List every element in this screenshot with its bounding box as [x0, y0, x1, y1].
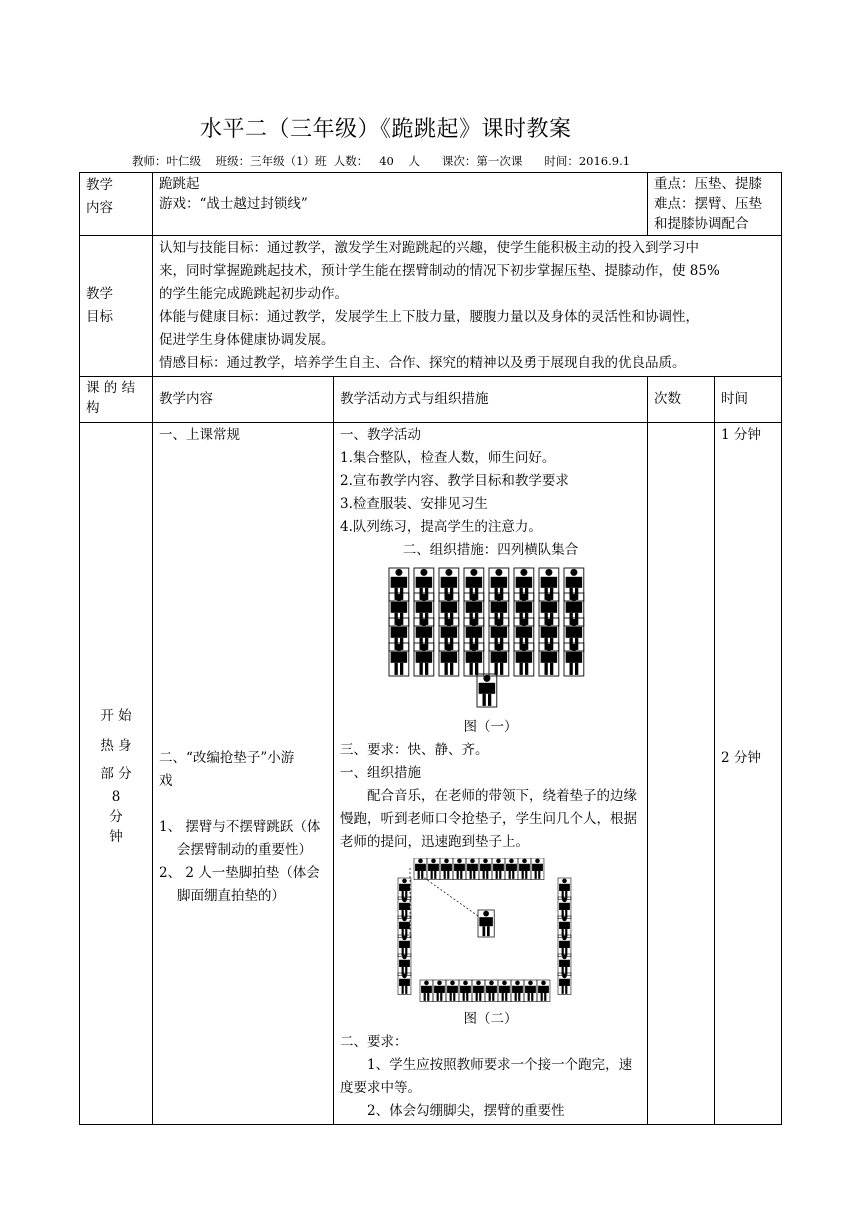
- student-figure: [453, 858, 466, 880]
- content-cell: 一、上课常规 二、“改编抢垫子”小游 戏 1、 摆臂与不摆臂跳跃（体会摆臂制动的重要性） 2、 2 人一垫脚拍垫（体会脚面绷直拍垫的）: [153, 423, 334, 1125]
- key-points-cell: 重点：压垫、提膝 难点：摆臂、压垫和提膝协调配合: [648, 173, 782, 236]
- student-figure: [498, 980, 511, 1002]
- row-teaching-goals: [80, 236, 782, 377]
- student-figure: [389, 643, 409, 676]
- label-teaching-content: 教学 内容: [80, 173, 153, 236]
- duration-cell: 1 分钟 2 分钟: [715, 423, 782, 1125]
- formation-figure-1: [381, 566, 601, 716]
- lesson-plan-table: [79, 172, 782, 1125]
- student-figure: [518, 858, 531, 880]
- student-figure: [414, 858, 427, 880]
- student-figure: [514, 643, 534, 676]
- student-figure: [539, 643, 559, 676]
- student-figure: [420, 980, 433, 1002]
- student-figure: [558, 916, 571, 938]
- goals-cell: 认知与技能目标：通过教学，激发学生对跪跳起的兴趣，使学生能积极主动的投入到学习中 来，同时掌握跪跳起技术，预计学生能在摆臂制动的情况下初步掌握压垫、提膝动作，使 85% 的学生能完成跪跳起初步动作。 体能与健康目标：通过教学，发展学生上下肢力量，腰腹力量以及身体的灵活性和协调性， 促进学生身体健康协调发展。 情感目标：通过教学，培养学生自主、合作、探究的精神以及勇于展现自我的优良品质。: [153, 236, 782, 377]
- student-figure: [398, 878, 411, 900]
- student-figure: [537, 980, 550, 1002]
- header-activity: 教学活动方式与组织措施: [334, 377, 648, 423]
- label-teaching-goals: 教学 目标: [80, 236, 153, 377]
- formation-figure-2: [396, 858, 586, 1008]
- student-figure: [558, 973, 571, 995]
- student-figure: [472, 980, 485, 1002]
- student-figure: [398, 973, 411, 995]
- student-figure: [558, 897, 571, 919]
- header-duration: 时间: [715, 377, 782, 423]
- teacher-figure: [478, 910, 494, 937]
- student-figure: [511, 980, 524, 1002]
- student-figure: [505, 858, 518, 880]
- row-warmup-section: [80, 423, 782, 1125]
- student-figure: [459, 980, 472, 1002]
- student-figure: [433, 980, 446, 1002]
- times-cell: [648, 423, 715, 1125]
- header-structure: 课 的 结 构: [80, 377, 153, 423]
- teaching-content-cell: 跪跳起 游戏：“战士越过封锁线”: [153, 173, 648, 236]
- teacher-figure: [477, 674, 497, 707]
- student-figure: [414, 643, 434, 676]
- student-figure: [558, 878, 571, 900]
- header-times: 次数: [648, 377, 715, 423]
- student-figure: [558, 954, 571, 976]
- activity-cell: 一、教学活动 1.集合整队，检查人数，师生问好。 2.宣布教学内容、教学目标和教学要求 3.检查服装、安排见习生 4.队列练习，提高学生的注意力。 二、组织措施：四列横队集合 图（一） 三、要求：快、静、齐。 一、组织措施 配合音乐，在老师的带领下，绕着垫子的边缘慢跑，听到老师口令抢垫子，学生问几个人，根据老师的提问，迅速跑到垫子上。 图（二） 二、要求： 1、学生应按照教师要求一个接一个跑完，速度要求中等。 2、体会勾绷脚尖，摆臂的重要性: [334, 423, 648, 1125]
- page-title: 水平二（三年级）《跪跳起》课时教案: [200, 117, 572, 142]
- student-figure: [398, 897, 411, 919]
- row-header: [80, 377, 782, 423]
- phase-cell: 开 始 热 身 部 分 8 分 钟: [80, 423, 153, 1125]
- student-figure: [446, 980, 459, 1002]
- student-figure: [485, 980, 498, 1002]
- student-figure: [489, 643, 509, 676]
- header-content: 教学内容: [153, 377, 334, 423]
- student-figure: [564, 643, 584, 676]
- student-figure: [466, 858, 479, 880]
- student-figure: [492, 858, 505, 880]
- student-figure: [398, 954, 411, 976]
- row-teaching-content: [80, 173, 782, 236]
- student-figure: [558, 935, 571, 957]
- student-figure: [479, 858, 492, 880]
- student-figure: [440, 858, 453, 880]
- student-figure: [398, 916, 411, 938]
- student-figure: [398, 935, 411, 957]
- lesson-meta: 教师：叶仁级 班级：三年级（1）班 人数： 40 人 课次：第一次课 时间：2016.9.1: [132, 154, 631, 168]
- student-figure: [531, 858, 544, 880]
- student-figure: [427, 858, 440, 880]
- student-figure: [524, 980, 537, 1002]
- student-figure: [464, 643, 484, 676]
- student-figure: [439, 643, 459, 676]
